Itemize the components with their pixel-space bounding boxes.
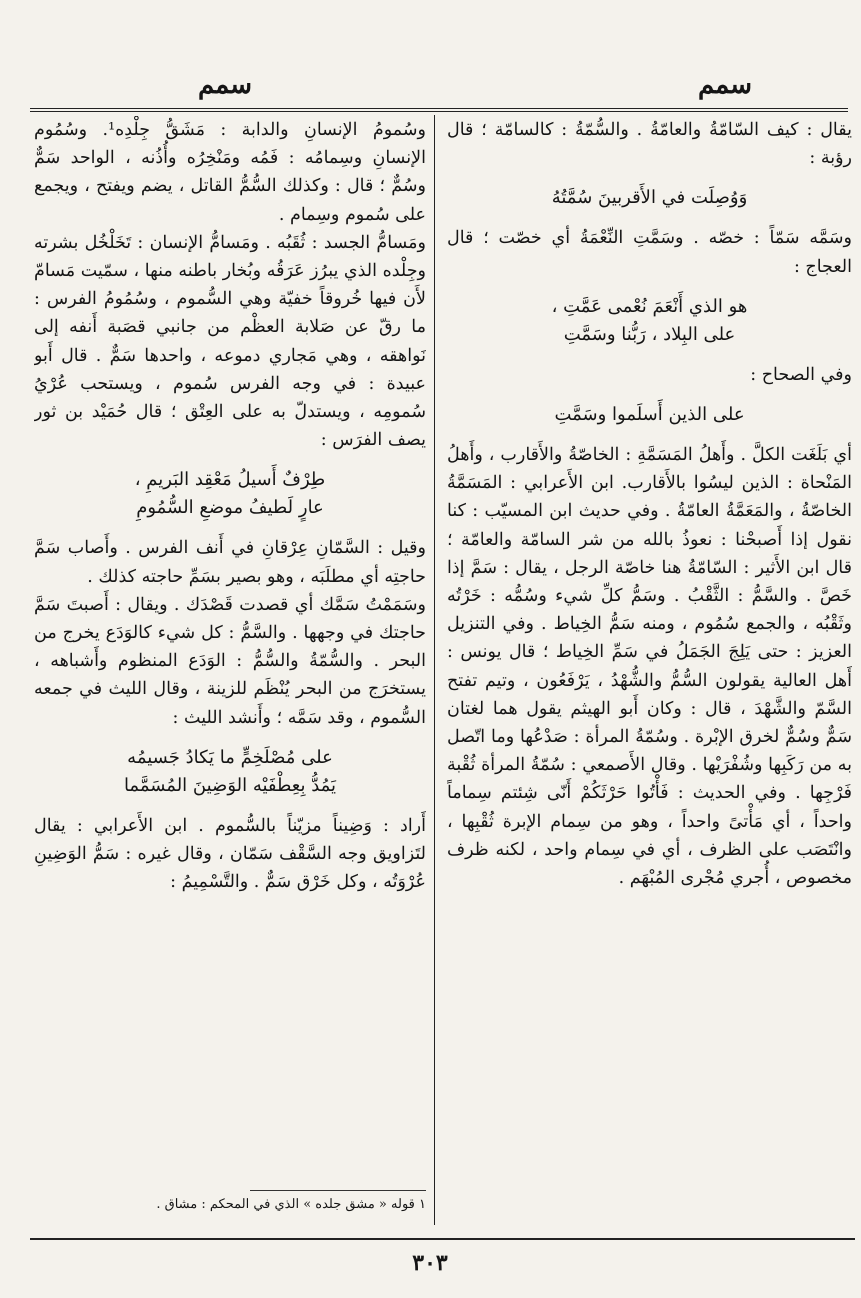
footer-rule xyxy=(30,1238,855,1240)
verse-line: وَوُصِلَت في الأَقربينَ سُمَّتُهُ xyxy=(551,187,748,209)
left-verse-1 xyxy=(34,466,426,522)
right-paragraph-4: أي بَلَغَت الكلَّ . وأَهلُ المَسَمَّةِ : الخاصّةُ والأَقارب ، وأَهلُ المَنْحاة : الذين ليسُوا بالأَقارب. ابن الأَعرابي : المَسَمَّةُ الخاصّةُ ، والمَعَمَّةُ العامّةُ . وفي حديث ابن المسيّب : كنا نقول إذا أَصبحْنا : نعوذُ بالله من شر السامّة والعامّة ؛ قال ابن الأَثير : السّامّةُ هنا خاصّة الرجل ، يقال : سَمَّ إذا خَصَّ . والسَّمُّ : الثَّقْبُ . وسَمُّ كلِّ شيء وسُمُّه : خَرْتُه وثَقْبُه ، والجمع سُمُوم ، ومنه سَمُّ الخِياط . وفي التنزيل العزيز : حتى يَلِجَ الجَمَلُ في سَمِّ الخِياط ؛ قال يونس : أَهل العالية يقولون السُّمُّ والشُّهْدُ ، يَرْفَعُون ، وتيم تفتح السَّمّ والشَّهْدَ ، قال : وكان أَبو الهيثم يقول هما لغتان سَمٌّ وسُمٌّ لخرق الإبْرة . وسُمّةُ المرأة : صَدْعُها وما اتّصل به من رَكَبِها وشُفْرَيْها . وقال الأَصمعي : سُمّةُ المرأة ثُقْبة فَرْجِها . وفي الحديث : فَأْتُوا حَرْثَكُمْ أَنّى شِئتم سِماماً واحداً ، أي مَأْتىً واحداً ، وهو من سِمام الإبرة ثُقْبِها ، وانْتَصَب على الظرف ، أي في سِمام واحد ، لكنه ظرف مخصوص ، أُجري مُجْرى المُبْهَم . xyxy=(447,445,852,889)
footnote-rule xyxy=(250,1190,426,1191)
page-number: ٣٠٣ xyxy=(412,1250,448,1276)
header-rule xyxy=(30,108,848,109)
right-verse-1 xyxy=(447,184,852,212)
column-separator xyxy=(434,115,435,1225)
left-paragraph-4: وسَمَمْتُ سَمَّك أي قصدت قَصْدَك . ويقال : أَصبتَ سَمَّ حاجتك في وجهها . والسَّمُّ : كل شيء كالوَدَع يخرج من البحر . والسُّمّةُ والسُّمُّ : الوَدَع المنظوم وأَشباهه ، يستخرَج من البحر يُنْظَم للزينة ، وقال الليث في جمعه السُّموم ، وقد سَمَّه ؛ وأَنشد الليث : xyxy=(34,594,426,728)
left-paragraph-5: أَراد : وَضِيناً مزيّناً بالسُّموم . ابن الأَعرابي : يقال لتَزاويق وجه السَّقْف سَمّان ، وقال غيره : سَمُّ الوَضِينِ عُرْوَتُه ، وكل خَرْق سَمٌّ . والتَّسْمِيمُ : xyxy=(34,815,426,893)
verse-line: طِرْفٌ أَسيلُ مَعْقِد البَريمِ ، xyxy=(134,469,326,491)
header-rule-second xyxy=(30,111,848,112)
right-verse-3 xyxy=(447,401,852,429)
right-column xyxy=(447,116,852,1226)
right-paragraph-1: يقال : كيف السّامّةُ والعامّةُ . والسُّمّةُ : كالسامّة ؛ قال رؤبة : xyxy=(447,120,852,169)
left-paragraph-2: ومَسامُّ الجسد : ثُقَبُه . ومَسامُّ الإنسان : تَخَلْخُل بشرته وجِلْده الذي يبرُز عَرَقُه وبُخار باطنه منها ، سمّيت مَسامّ لأَن فيها خُروقاً خفيّة وهي السُّموم ، وسُمُومُ الفرس : ما رقّ عن صَلابة العظْم من جانبي قصَبة أَنفه إلى نَواهقه ، وهي مَجاري دموعه ، واحدها سَمٌّ . قال أَبو عبيدة : في وجه الفرس سُموم ، ويستحب عُرْيُ سُمومِه ، ويستدلّ به على العِتْق ؛ قال حُمَيْد بن ثور يصف الفرَس : xyxy=(34,232,426,451)
header-word-left: سمم xyxy=(197,70,253,100)
verse-line: على مُصْلَخِمٍّ ما يَكادُ جَسيمُه xyxy=(127,746,333,768)
right-paragraph-2: وسَمَّه سَمّاً : خصّه . وسَمَّتِ النِّعْمَةُ أي خصّت ؛ قال العجاج : xyxy=(447,228,852,277)
footnote: ١ قوله « مشق جلده » الذي في المحكم : مشاق . xyxy=(156,1197,426,1212)
left-column xyxy=(34,116,426,1196)
verse-line: على الذين أَسلَموا وسَمَّتِ xyxy=(554,404,745,426)
left-paragraph-3: وقيل : السَّمّانِ عِرْقانِ في أَنف الفرس . وأَصاب سَمَّ حاجتِه أي مطلَبَه ، وهو بصير بسَمِّ حاجته كذلك . xyxy=(34,538,426,587)
verse-line: على البِلاد ، رَبُّنا وسَمَّتِ xyxy=(563,323,736,345)
verse-line: يَمُدُّ بِعِطْفَيْه الوَضِينَ المُسَمَّما xyxy=(123,774,337,796)
left-verse-2 xyxy=(34,744,426,800)
header-word-right: سمم xyxy=(697,70,753,100)
left-paragraph-1: وسُمومُ الإنسانِ والدابة : مَشَقُّ جِلْدِه¹. وسُمُوم الإنسانِ وسِمامُه : فَمُه ومَنْخِرُه وأُذُنه ، الواحد سَمٌّ وسُمٌّ ؛ قال : وكذلك السُّمُّ القاتل ، يضم ويفتح ، ويجمع على سُموم وسِمام . xyxy=(34,120,426,225)
right-paragraph-3: وفي الصحاح : xyxy=(750,364,852,385)
right-verse-2 xyxy=(447,293,852,349)
verse-line: هو الذي أَنْعَمَ نُعْمى عَمَّتِ ، xyxy=(551,295,748,317)
verse-line: عارٍ لَطيفُ موضعِ السُّمُومِ xyxy=(136,497,324,519)
